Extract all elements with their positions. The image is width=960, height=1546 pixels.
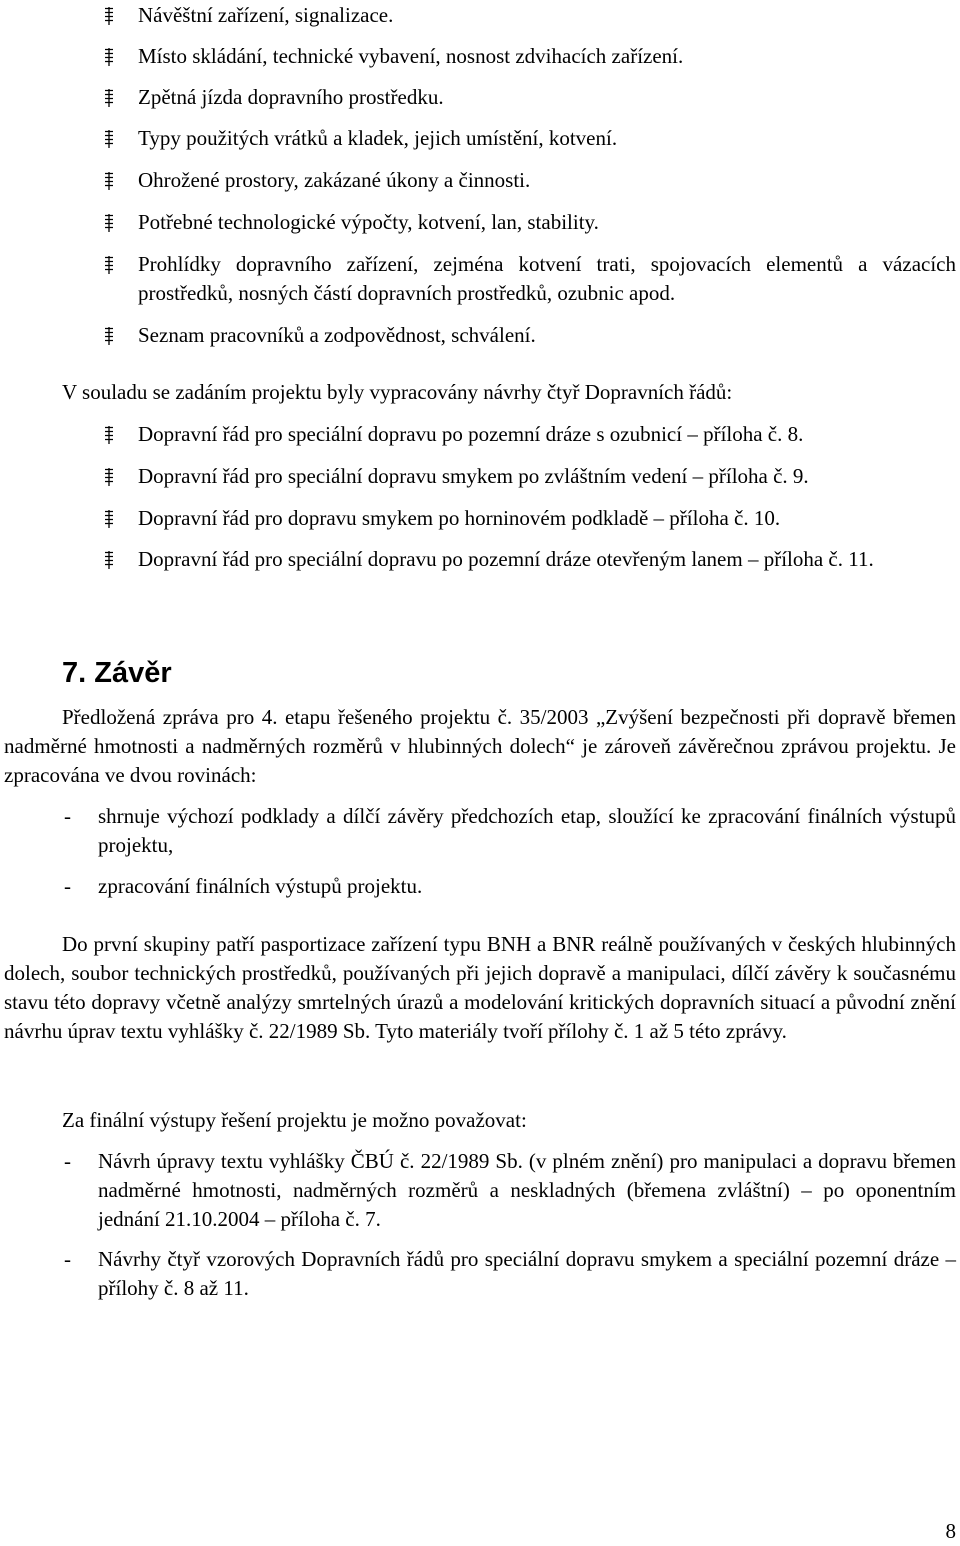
list-item-text: zpracování finálních výstupů projektu. <box>98 874 423 898</box>
list-item-text: Seznam pracovníků a zodpovědnost, schválení. <box>138 323 536 347</box>
lead-text: Za finální výstupy řešení projektu je možno považovat: <box>62 1108 527 1132</box>
list-item-text: Místo skládání, technické vybavení, nosnost zdvihacích zařízení. <box>138 44 684 68</box>
dash-marker: - <box>64 1247 71 1271</box>
bullet-icon <box>100 211 116 235</box>
bullet-icon <box>100 86 116 110</box>
list-item <box>100 83 956 112</box>
list-item <box>100 250 956 308</box>
list-item <box>100 321 956 350</box>
list-item <box>100 545 956 574</box>
bullet-icon <box>100 127 116 151</box>
list-item-text: Návrhy čtyř vzorových Dopravních řádů pro speciální dopravu smykem a speciální pozemní dráze – přílohy č. 8 až 11. <box>98 1247 956 1300</box>
dash-list-item <box>4 872 956 901</box>
list-item-text: Potřebné technologické výpočty, kotvení, lan, stability. <box>138 210 599 234</box>
list-item-text: Typy použitých vrátků a kladek, jejich umístění, kotvení. <box>138 126 618 150</box>
dash-list-item <box>4 802 956 860</box>
list-item <box>100 462 956 491</box>
dash-marker: - <box>64 804 71 828</box>
list-item <box>100 42 956 71</box>
list-item <box>100 1 956 30</box>
dash-list-item <box>4 1245 956 1303</box>
list-item-text: Dopravní řád pro speciální dopravu po pozemní dráze s ozubnicí – příloha č. 8. <box>138 422 804 446</box>
list-item-text: Návrh úpravy textu vyhlášky ČBÚ č. 22/1989 Sb. (v plném znění) pro manipulaci a dopravu břemen nadměrné hmotnosti, nadměrných rozměrů a neskladných (břemena zvláštní) – po oponentním jednání 21.10.2004 – příloha č. 7. <box>98 1149 956 1231</box>
dash-marker: - <box>64 874 71 898</box>
dash-marker: - <box>64 1149 71 1173</box>
bullet-icon <box>100 548 116 572</box>
bullet-icon <box>100 45 116 69</box>
list-item-text: Ohrožené prostory, zakázané úkony a činnosti. <box>138 168 531 192</box>
bullet-icon <box>100 507 116 531</box>
bullet-icon <box>100 423 116 447</box>
dash-list-item <box>4 1147 956 1234</box>
bullet-icon <box>100 253 116 277</box>
list-item-text: Dopravní řád pro speciální dopravu po pozemní dráze otevřeným lanem – příloha č. 11. <box>138 547 874 571</box>
page-number: 8 <box>945 1519 956 1543</box>
bullet-icon <box>100 465 116 489</box>
list-item <box>100 166 956 195</box>
list-item-text: Prohlídky dopravního zařízení, zejména kotvení trati, spojovacích elementů a vázacích prostředků, nosných částí dopravních prostředků, ozubnic apod. <box>138 252 956 305</box>
bullet-icon <box>100 169 116 193</box>
list-item-text: Dopravní řád pro speciální dopravu smykem po zvláštním vedení – příloha č. 9. <box>138 464 809 488</box>
list-item <box>100 504 956 533</box>
list-item-text: Zpětná jízda dopravního prostředku. <box>138 85 444 109</box>
list-item <box>100 208 956 237</box>
section-heading: 7. Závěr <box>62 657 172 689</box>
bullet-icon <box>100 4 116 28</box>
list-item <box>100 420 956 449</box>
list-item <box>100 124 956 153</box>
list-item-text: Návěštní zařízení, signalizace. <box>138 3 394 27</box>
intro-text: V souladu se zadáním projektu byly vypracovány návrhy čtyř Dopravních řádů: <box>62 380 733 404</box>
list-item-text: shrnuje výchozí podklady a dílčí závěry předchozích etap, sloužící ke zpracování finálních výstupů projektu, <box>98 804 956 857</box>
paragraph: Předložená zpráva pro 4. etapu řešeného projektu č. 35/2003 „Zvýšení bezpečnosti při dopravě břemen nadměrné hmotnosti a nadměrných rozměrů v hlubinných dolech“ je zároveň závěrečnou zprávou projektu. Je zpracována ve dvou rovinách: <box>4 705 956 787</box>
bullet-icon <box>100 324 116 348</box>
list-item-text: Dopravní řád pro dopravu smykem po horninovém podkladě – příloha č. 10. <box>138 506 781 530</box>
paragraph: Do první skupiny patří pasportizace zařízení typu BNH a BNR reálně používaných v českých hlubinných dolech, soubor technických prostředků, používaných při jejich dopravě a manipulaci, dílčí závěry k současnému stavu této dopravy včetně analýzy smrtelných úrazů a modelování kritických dopravních situací a původní znění návrhu úprav textu vyhlášky č. 22/1989 Sb. Tyto materiály tvoří přílohy č. 1 až 5 této zprávy. <box>4 932 956 1043</box>
